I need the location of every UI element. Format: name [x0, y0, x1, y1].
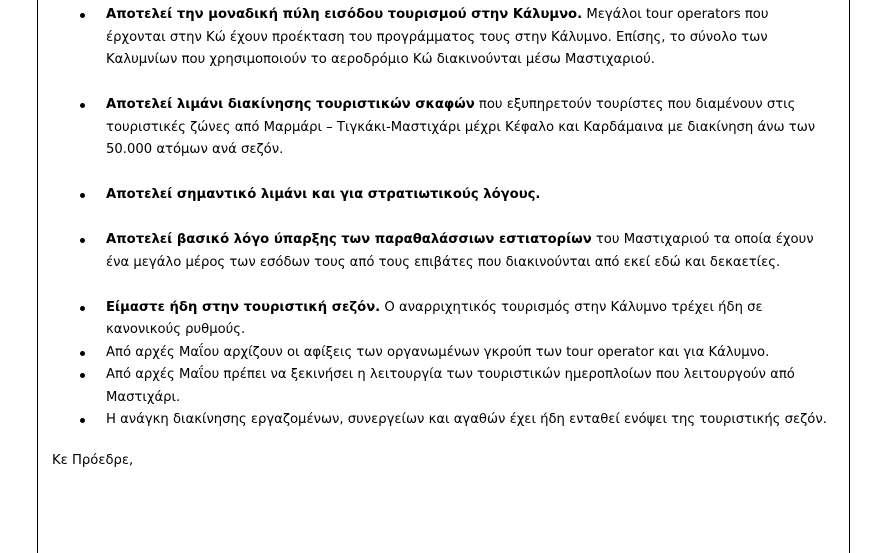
item-text: που εξυπηρετούν τουρίστες που διαμένουν στις τουριστικές ζώνες από Μαρμάρι – Τιγκάκι-Μαστιχάρι μέχρι Κέφαλο και Καρδάμαινα με διακίνηση άνω των 50.000 ατόμων ανά σεζόν.	[106, 97, 816, 157]
item-bold-text: Είμαστε ήδη στην τουριστική σεζόν.	[106, 299, 381, 315]
letter-body	[52, 4, 832, 472]
page-border-right	[849, 0, 850, 553]
item-text: Από αρχές Μαΐου αρχίζουν οι αφίξεις των οργανωμένων γκρούπ των tour operator και για Κάλυμνο.	[106, 344, 770, 360]
closing-salutation: Κε Πρόεδρε,	[52, 452, 134, 468]
item-bold-text: Αποτελεί σημαντικό λιμάνι και για στρατιωτικούς λόγους.	[106, 187, 541, 202]
list-item	[52, 184, 832, 207]
item-text: Η ανάγκη διακίνησης εργαζομένων, συνεργείων και αγαθών έχει ήδη ενταθεί ενόψει της τουριστικής σεζόν.	[106, 412, 827, 427]
page-border-left	[37, 0, 38, 553]
list-item	[52, 229, 832, 274]
bullet-list	[52, 4, 832, 432]
list-item	[52, 409, 832, 432]
list-item	[52, 364, 832, 409]
list-item	[52, 4, 832, 72]
item-bold-text: Αποτελεί την μοναδική πύλη εισόδου τουρισμού στην Κάλυμνο.	[106, 7, 583, 22]
item-text: Ο αναρριχητικός τουρισμός στην Κάλυμνο τρέχει ήδη σε κανονικούς ρυθμούς.	[106, 299, 763, 337]
list-item	[52, 297, 832, 342]
item-text: Μεγάλοι tour operators που έρχονται στην Κώ έχουν προέκταση του προγράμματος τους στην Κάλυμνο. Επίσης, το σύνολο των Καλυμνίων που χρησιμοποιούν το αεροδρόμιο Κώ διακινούνται μέσω Μαστιχαριού.	[106, 7, 769, 67]
item-text: Από αρχές Μαΐου πρέπει να ξεκινήσει η λειτουργία των τουριστικών ημεροπλοίων που λειτουργούν από Μαστιχάρι.	[106, 367, 795, 405]
item-bold-text: Αποτελεί βασικό λόγο ύπαρξης των παραθαλάσσιων εστιατορίων	[106, 232, 592, 247]
list-item	[52, 342, 832, 365]
item-bold-text: Αποτελεί λιμάνι διακίνησης τουριστικών σκαφών	[106, 97, 475, 112]
list-item	[52, 94, 832, 162]
item-text: του Μαστιχαριού τα οποία έχουν ένα μεγάλο μέρος των εσόδων τους από τους επιβάτες που διακινούνται από εκεί εδώ και δεκαετίες.	[106, 232, 814, 270]
